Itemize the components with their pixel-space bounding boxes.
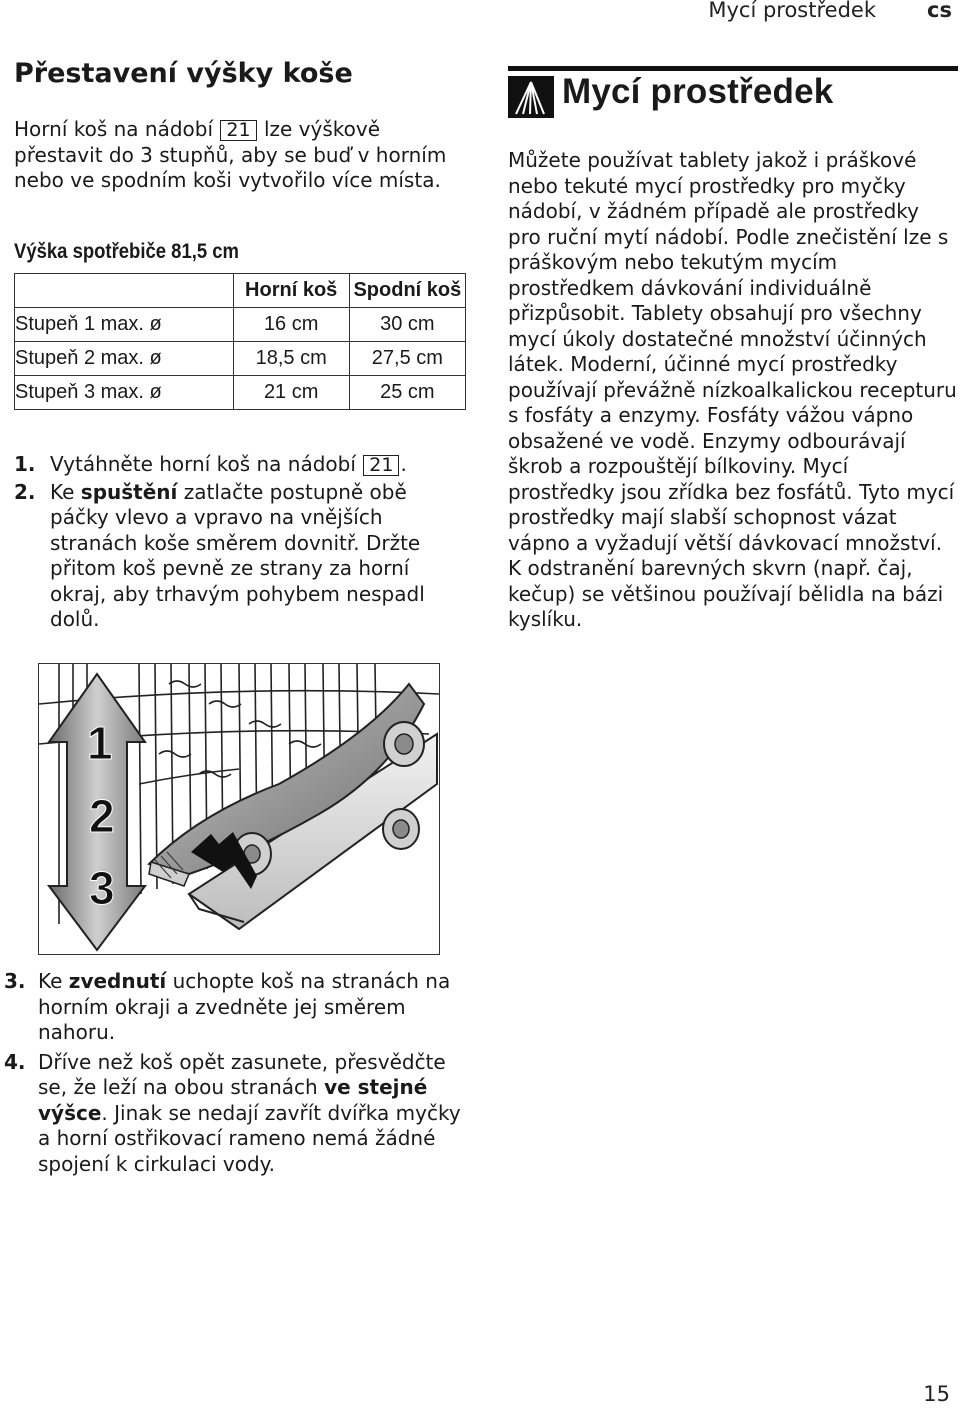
table-row [15, 376, 466, 410]
section-title: Přestavení výšky koše [14, 58, 353, 89]
step-text: Ke [50, 479, 75, 504]
list-item [4, 1050, 464, 1178]
basket-height-table [14, 273, 466, 410]
table-cell-level: Stupeň 3 max. ø [15, 376, 234, 410]
table-cell-level: Stupeň 1 max. ø [15, 308, 234, 342]
table-header-lower-basket: Spodní koš [349, 274, 465, 308]
step-text-end: . Jinak se nedají zavřít dvířka myčky a horní ostřikovací rameno nemá žádné spojení k cirkulaci vody. [38, 1100, 461, 1176]
intro-text-before: Horní koš na nádobí [14, 117, 214, 141]
level-label: 3 [89, 862, 115, 914]
level-label: 2 [89, 790, 115, 842]
step-number: 1. [14, 452, 36, 476]
step-number: 2. [14, 479, 36, 504]
table-cell-upper: 16 cm [233, 308, 349, 342]
step-text-end: uchopte koš na stranách na horním okraji a zvedněte jej směrem nahoru. [38, 969, 451, 1044]
step-text: Vytáhněte horní koš na nádobí [50, 452, 356, 476]
table-header-upper-basket: Horní koš [233, 274, 349, 308]
step-emphasis: spuštění [80, 479, 178, 504]
detergent-icon [508, 76, 554, 118]
intro-text-after: lze výškově přestavit do 3 stupňů, aby se buď v horním nebo ve spodním koši vytvořilo více místa. [14, 117, 447, 192]
part-reference-box: 21 [220, 120, 256, 141]
list-item [4, 969, 464, 1046]
running-header [0, 0, 960, 28]
appliance-height-subheading: Výška spotřebiče 81,5 cm [14, 240, 239, 263]
step-emphasis: ve stejné výšce [38, 1075, 428, 1125]
table-row [15, 342, 466, 376]
running-header-section: Mycí prostředek [708, 0, 876, 22]
table-cell-lower: 30 cm [349, 308, 465, 342]
basket-wheel [384, 722, 424, 766]
intro-paragraph [14, 117, 464, 194]
steps-list-second [4, 969, 464, 1177]
page-number: 15 [923, 1382, 950, 1406]
step-text-end: . [400, 452, 407, 476]
table-cell-lower: 25 cm [349, 376, 465, 410]
table-header-empty [15, 274, 234, 308]
basket-adjustment-illustration [38, 663, 440, 955]
part-reference-box: 21 [363, 455, 399, 476]
list-item [14, 480, 464, 633]
table-cell-upper: 21 cm [233, 376, 349, 410]
table-cell-level: Stupeň 2 max. ø [15, 342, 234, 376]
basket-wheel [383, 809, 419, 849]
step-text: Ke [38, 969, 63, 993]
step-text: Dříve než koš opět zasunete, přesvědčte se, že leží na obou stranách [38, 1049, 446, 1099]
table-cell-lower: 27,5 cm [349, 342, 465, 376]
detergent-section-title: Mycí prostředek [562, 72, 834, 111]
section-rule [508, 66, 958, 71]
table-header-row [15, 274, 466, 308]
step-number: 3. [4, 969, 26, 993]
step-number: 4. [4, 1049, 26, 1074]
level-label: 1 [87, 717, 113, 769]
steps-list-first [14, 452, 464, 633]
detergent-paragraph: Můžete používat tablety jakož i práškové nebo tekuté mycí prostředky pro myčky nádobí, v žádném případě ale prostředky pro ruční mytí nádobí. Podle znečistění lze s práškovým nebo tekutým mycím prostředkem dávkování individuálně přizpůsobit. Tablety obsahují pro všechny mycí úkoly dostatečné množství účinných látek. Moderní, účinné mycí prostředky používají převážně nízkoalkalickou recepturu s fosfáty a enzymy. Fosfáty vážou vápno obsažené ve vodě. Enzymy odbourávají škrob a rozpouštějí bílkoviny. Mycí prostředky jsou zřídka bez fosfátů. Tyto mycí prostředky mají slabší schopnost vázat vápno a vyžadují větší dávkovací množství. K odstranění barevných skvrn (např. čaj, kečup) se většinou používají bělidla na bázi kyslíku. [508, 148, 957, 631]
step-emphasis: zvednutí [68, 969, 167, 993]
step-text-end: zatlačte postupně obě páčky vlevo a vpravo na vnějších stranách koše směrem dovnitř. Držte přitom koš pevně ze strany za horní okraj, aby trhavým pohybem nespadl dolů. [50, 479, 425, 631]
basket-lever-drawing [39, 664, 439, 954]
table-row [15, 308, 466, 342]
table-cell-upper: 18,5 cm [233, 342, 349, 376]
list-item [14, 452, 464, 478]
language-code: cs [927, 0, 952, 22]
